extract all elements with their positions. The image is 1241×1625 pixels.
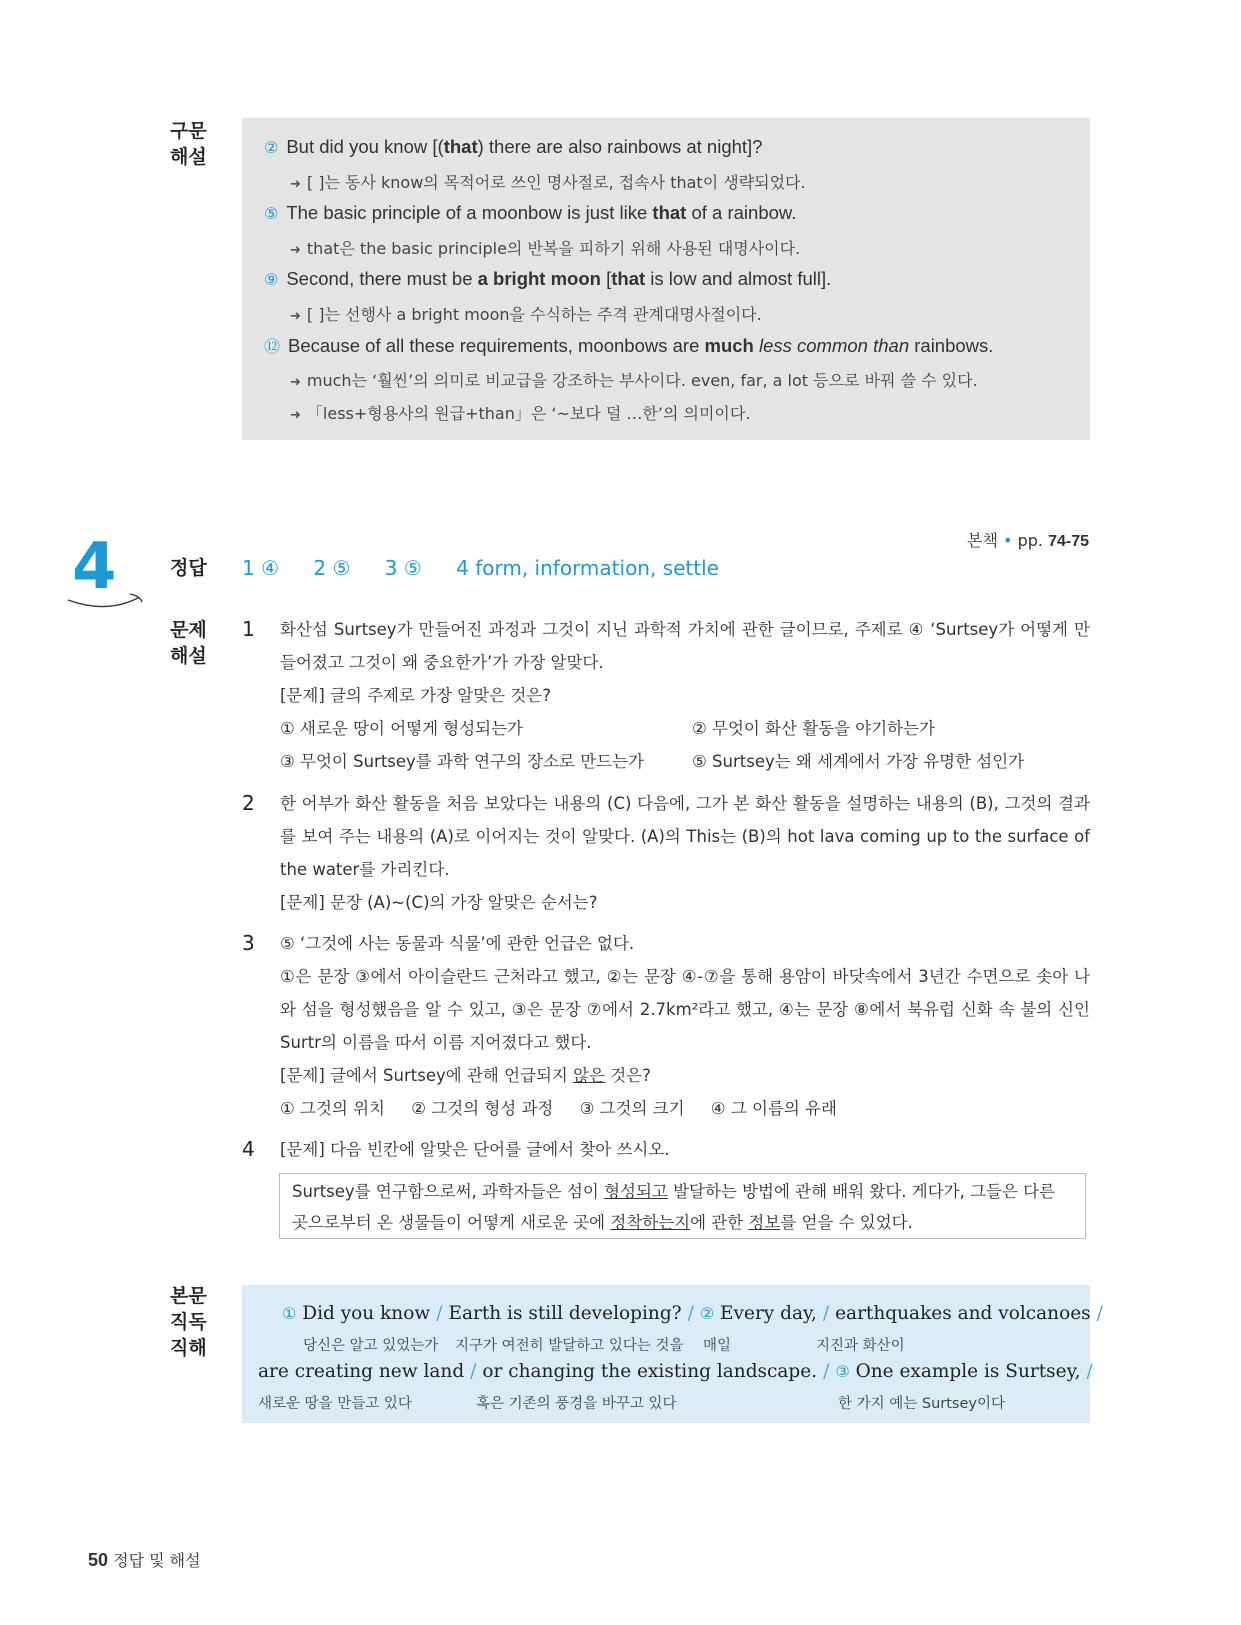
reading-line-1: ① Did you know / Earth is still developing? / ② Every day, / earthquakes and volcanoes /	[282, 1303, 1103, 1324]
sentence-text: But did you know [(that) there are also rainbows at night]?	[286, 136, 763, 157]
syntax-sentence	[264, 334, 993, 357]
syntax-note	[290, 302, 762, 325]
question-2-block	[280, 787, 1090, 919]
page-number: 50	[88, 1550, 109, 1570]
choice-item: ④ 그 이름의 유래	[710, 1099, 837, 1118]
arrow-icon: ➜	[290, 177, 301, 192]
choice-item: ③ 그것의 크기	[579, 1099, 685, 1118]
answer-label: 정답	[170, 557, 207, 579]
question-3-block	[280, 927, 1090, 1125]
note-text: [ ]는 선행사 a bright moon을 수식하는 주격 관계대명사절이다.	[306, 305, 762, 324]
reading-translation: 지진과 화산이	[816, 1338, 905, 1354]
syntax-sentence	[264, 202, 796, 224]
arrow-icon: ➜	[290, 243, 301, 258]
section-number-swoosh	[66, 592, 144, 612]
question-prompt: [문제] 글의 주제로 가장 알맞은 것은?	[280, 686, 552, 705]
reading-chunk: One example is Surtsey,	[855, 1361, 1081, 1382]
question-prompt: [문제] 다음 빈칸에 알맞은 단어를 글에서 찾아 쓰시오.	[280, 1140, 670, 1159]
section-number: 4	[72, 530, 117, 604]
reading-translation: 새로운 땅을 만들고 있다	[258, 1396, 412, 1412]
arrow-icon: ➜	[290, 375, 301, 390]
book-ref-pages: 74-75	[1048, 533, 1089, 550]
answer-list	[242, 556, 747, 580]
choice-item: ③ 무엇이 Surtsey를 과학 연구의 장소로 만드는가	[280, 752, 644, 771]
arrow-icon: ➜	[290, 309, 301, 324]
question-prompt: [문제] 문장 (A)~(C)의 가장 알맞은 순서는?	[280, 893, 598, 912]
reading-line-2: are creating new land / or changing the existing landscape. / ③ One example is Surtsey, /	[258, 1361, 1093, 1382]
syntax-label: 구문 해설	[170, 120, 207, 168]
book-reference	[967, 528, 1089, 551]
syntax-note	[290, 368, 978, 391]
sentence-number: ⑨	[264, 270, 279, 289]
syntax-note	[290, 236, 800, 259]
explanation-text: 한 어부가 화산 활동을 처음 보았다는 내용의 (C) 다음에, 그가 본 화산 활동을 설명하는 내용의 (B), 그것의 결과를 보여 주는 내용의 (A)로 이어지는 것이 알맞다. (A)의 This는 (B)의 hot lava coming up to the surface of the water를 가리킨다.	[280, 794, 1090, 879]
note-text: that은 the basic principle의 반복을 피하기 위해 사용된 대명사이다.	[306, 239, 801, 258]
answer-item: 3 ⑤	[384, 556, 422, 580]
reading-label: 본문 직독 직해	[170, 1285, 207, 1359]
note-text: [ ]는 동사 know의 목적어로 쓰인 명사절로, 접속사 that이 생략되었다.	[306, 173, 806, 192]
question-1-block	[280, 613, 1090, 778]
explanation-text: ①은 문장 ③에서 아이슬란드 근처라고 했고, ②는 문장 ④-⑦을 통해 용암이 바닷속에서 3년간 수면으로 솟아 나와 섬을 형성했음을 알 수 있고, ③은 문장 ⑦에서 2.7km²라고 했고, ④는 문장 ⑧에서 북유럽 신화 속 불의 신인 Surtr의 이름을 따서 이름 지어졌다고 했다.	[280, 967, 1090, 1052]
choice-item: ⑤ Surtsey는 왜 세계에서 가장 유명한 섬인가	[692, 752, 1025, 771]
question-4-block	[280, 1133, 1090, 1166]
syntax-note	[290, 401, 750, 424]
book-ref-pp: pp.	[1017, 531, 1043, 550]
reading-chunk: earthquakes and volcanoes	[835, 1303, 1091, 1324]
reading-chunk: are creating new land	[258, 1361, 465, 1382]
choice-item: ② 그것의 형성 과정	[411, 1099, 554, 1118]
book-ref-prefix: 본책	[967, 531, 998, 550]
reading-translation: 한 가지 예는 Surtsey이다	[838, 1396, 1005, 1412]
syntax-sentence	[264, 268, 831, 290]
page-footer	[88, 1548, 201, 1571]
syntax-note	[290, 170, 806, 193]
choice-row	[280, 1092, 1090, 1125]
answer-item: 1 ④	[242, 556, 280, 580]
sentence-number: ⑤	[264, 204, 279, 223]
sentence-number: ②	[699, 1304, 715, 1323]
reading-chunk: Earth is still developing?	[448, 1303, 682, 1324]
sentence-text: The basic principle of a moonbow is just like that of a rainbow.	[286, 202, 797, 223]
choice-item: ② 무엇이 화산 활동을 야기하는가	[692, 719, 935, 738]
reading-chunk: Every day,	[720, 1303, 817, 1324]
question-prompt: [문제] 글에서 Surtsey에 관해 언급되지 않은 것은?	[280, 1066, 651, 1085]
choice-item: ① 그것의 위치	[280, 1099, 385, 1118]
reading-chunk: Did you know	[302, 1303, 431, 1324]
explanation-answer-line: ⑤ ‘그것에 사는 동물과 식물’에 관한 언급은 없다.	[280, 934, 635, 953]
reading-chunk: or changing the existing landscape.	[482, 1361, 818, 1382]
question-number: 3	[242, 931, 255, 955]
answer-item: 2 ⑤	[313, 556, 351, 580]
question-number: 2	[242, 791, 255, 815]
explanation-label: 문제 해설	[170, 619, 207, 667]
sentence-text: Second, there must be a bright moon [that is low and almost full].	[286, 268, 832, 289]
answer-box: Surtsey를 연구함으로써, 과학자들은 섬이 형성되고 발달하는 방법에 관해 배워 왔다. 게다가, 그들은 다른 곳으로부터 온 생물들이 어떻게 새로운 곳에 정착하는지에 관한 정보를 얻을 수 있었다.	[279, 1173, 1086, 1239]
sentence-number: ③	[835, 1362, 850, 1381]
question-number: 1	[242, 617, 255, 641]
reading-translation: 지구가 여전히 발달하고 있다는 것을	[455, 1338, 684, 1354]
choice-item: ① 새로운 땅이 어떻게 형성되는가	[280, 719, 523, 738]
reading-translation: 매일	[703, 1338, 732, 1354]
sentence-number: ②	[264, 138, 279, 157]
note-text: much는 ‘훨씬’의 의미로 비교급을 강조하는 부사이다. even, far, a lot 등으로 바꿔 쓸 수 있다.	[306, 371, 978, 390]
bullet-dot-icon: •	[1003, 531, 1013, 550]
reading-translation: 당신은 알고 있었는가	[303, 1338, 439, 1354]
reading-translation: 혹은 기존의 풍경을 바꾸고 있다	[476, 1396, 677, 1412]
explanation-text: 화산섬 Surtsey가 만들어진 과정과 그것이 지닌 과학적 가치에 관한 글이므로, 주제로 ④ ‘Surtsey가 어떻게 만들어졌고 그것이 왜 중요한가’가 가장 알맞다.	[280, 620, 1090, 672]
arrow-icon: ➜	[290, 408, 301, 423]
question-number: 4	[242, 1137, 255, 1161]
sentence-number: ⑫	[264, 337, 281, 356]
syntax-sentence	[264, 136, 762, 158]
sentence-number: ①	[282, 1304, 297, 1323]
sentence-text: Because of all these requirements, moonbows are much less common than rainbows.	[288, 335, 994, 356]
note-text: 「less+형용사의 원급+than」은 ‘~보다 덜 …한’의 의미이다.	[306, 404, 751, 423]
answer-item: 4 form, information, settle	[456, 556, 719, 580]
footer-title: 정답 및 해설	[113, 1551, 201, 1570]
